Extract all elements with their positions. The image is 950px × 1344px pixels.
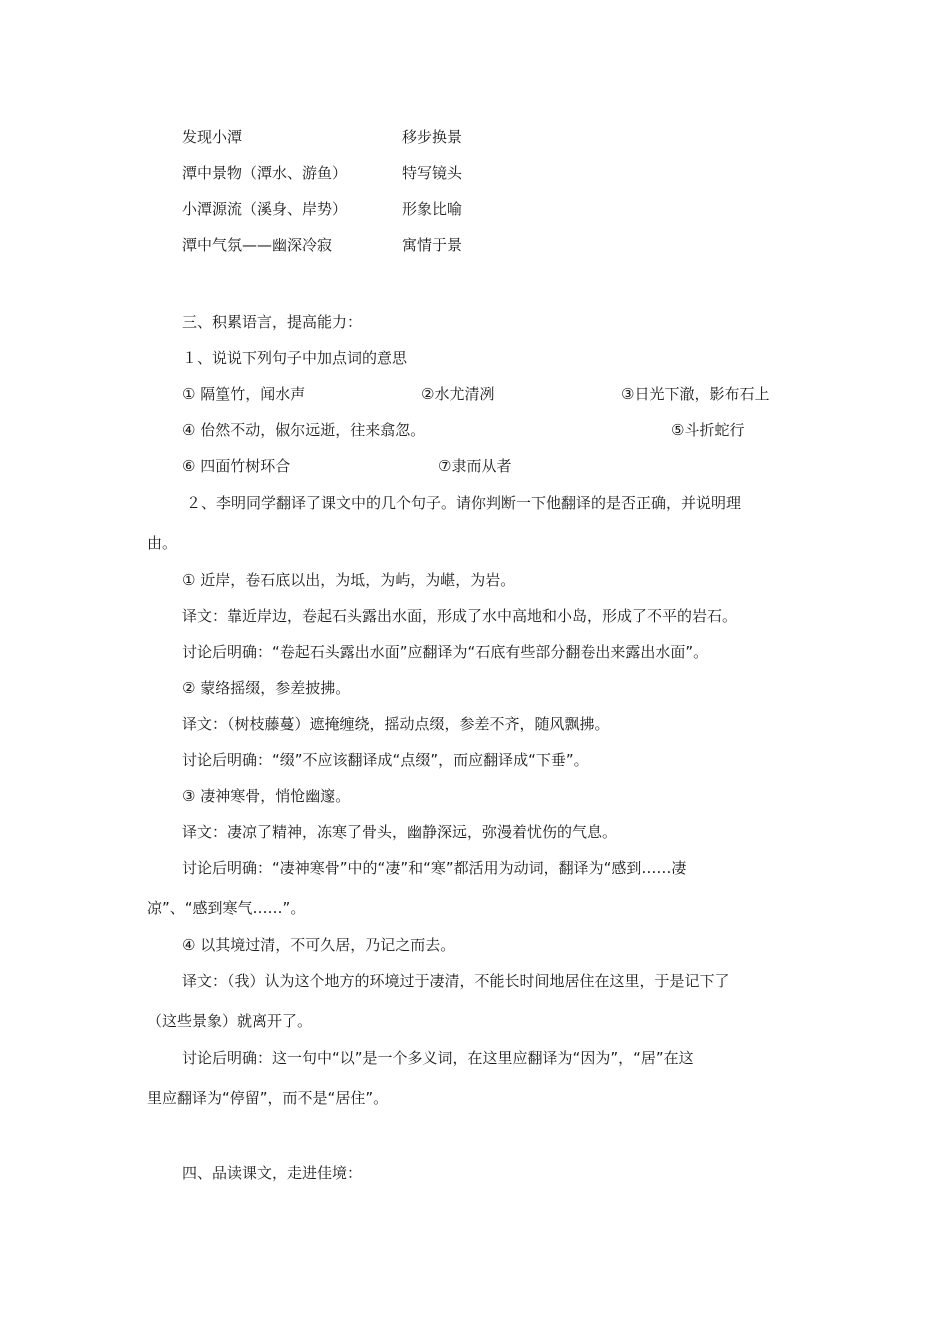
- outline-right-4: 寓情于景: [402, 236, 463, 254]
- q1-item-4: ④ 佁然不动，俶尔远逝，往来翕忽。: [182, 421, 426, 439]
- q2-translation-3: 译文：凄凉了精神，冻寒了骨头，幽静深远，弥漫着忧伤的气息。: [182, 823, 618, 841]
- outline-left-2: 潭中景物（潭水、游鱼）: [182, 164, 348, 182]
- outline-left-1: 发现小潭: [182, 128, 243, 146]
- q1-item-5: ⑤斗折蛇行: [671, 421, 745, 439]
- q2-translation-4-cont: （这些景象）就离开了。: [147, 1012, 313, 1030]
- outline-right-2: 特写镜头: [402, 164, 463, 182]
- q2-discussion-2: 讨论后明确：“缀”不应该翻译成“点缀”，而应翻译成“下垂”。: [182, 751, 589, 769]
- q2-title: ２、李明同学翻译了课文中的几个句子。请你判断一下他翻译的是否正确，并说明理: [186, 494, 742, 512]
- q2-sentence-4: ④ 以其境过清，不可久居，乃记之而去。: [182, 936, 456, 954]
- q2-sentence-1: ① 近岸，卷石底以出，为坻，为屿，为嵁，为岩。: [182, 571, 516, 589]
- q1-title: １、说说下列句子中加点词的意思: [182, 349, 408, 367]
- outline-left-4: 潭中气氛——幽深冷寂: [182, 236, 333, 254]
- section4-heading: 四、品读课文，走进佳境：: [182, 1164, 363, 1182]
- q2-translation-2: 译文：（树枝藤蔓）遮掩缠绕，摇动点缀，参差不齐，随风飘拂。: [182, 715, 610, 733]
- q1-item-3: ③日光下澈，影布石上: [621, 385, 770, 403]
- q2-sentence-3: ③ 凄神寒骨，悄怆幽邃。: [182, 787, 351, 805]
- q2-discussion-3: 讨论后明确：“凄神寒骨”中的“凄”和“寒”都活用为动词，翻译为“感到……凄: [182, 859, 687, 877]
- q2-title-cont: 由。: [147, 534, 178, 552]
- q2-sentence-2: ② 蒙络摇缀，参差披拂。: [182, 679, 351, 697]
- q1-item-7: ⑦隶而从者: [438, 457, 512, 475]
- q1-item-6: ⑥ 四面竹树环合: [182, 457, 291, 475]
- q2-discussion-4-cont: 里应翻译为“停留”，而不是“居住”。: [147, 1089, 389, 1107]
- q2-translation-1: 译文：靠近岸边，卷起石头露出水面，形成了水中高地和小岛，形成了不平的岩石。: [182, 607, 738, 625]
- q2-discussion-1: 讨论后明确：“卷起石头露出水面”应翻译为“石底有些部分翻卷出来露出水面”。: [182, 643, 709, 661]
- q2-discussion-3-cont: 凉”、“感到寒气……”。: [147, 899, 306, 917]
- outline-right-1: 移步换景: [402, 128, 463, 146]
- section3-heading: 三、积累语言，提高能力：: [182, 313, 363, 331]
- q2-translation-4: 译文：（我）认为这个地方的环境过于凄清，不能长时间地居住在这里，于是记下了: [182, 972, 730, 990]
- q1-item-1: ① 隔篁竹，闻水声: [182, 385, 306, 403]
- q2-discussion-4: 讨论后明确：这一句中“以”是一个多义词，在这里应翻译为“因为”，“居”在这: [182, 1049, 694, 1067]
- outline-left-3: 小潭源流（溪身、岸势）: [182, 200, 348, 218]
- q1-item-2: ②水尤清冽: [421, 385, 495, 403]
- outline-right-3: 形象比喻: [402, 200, 463, 218]
